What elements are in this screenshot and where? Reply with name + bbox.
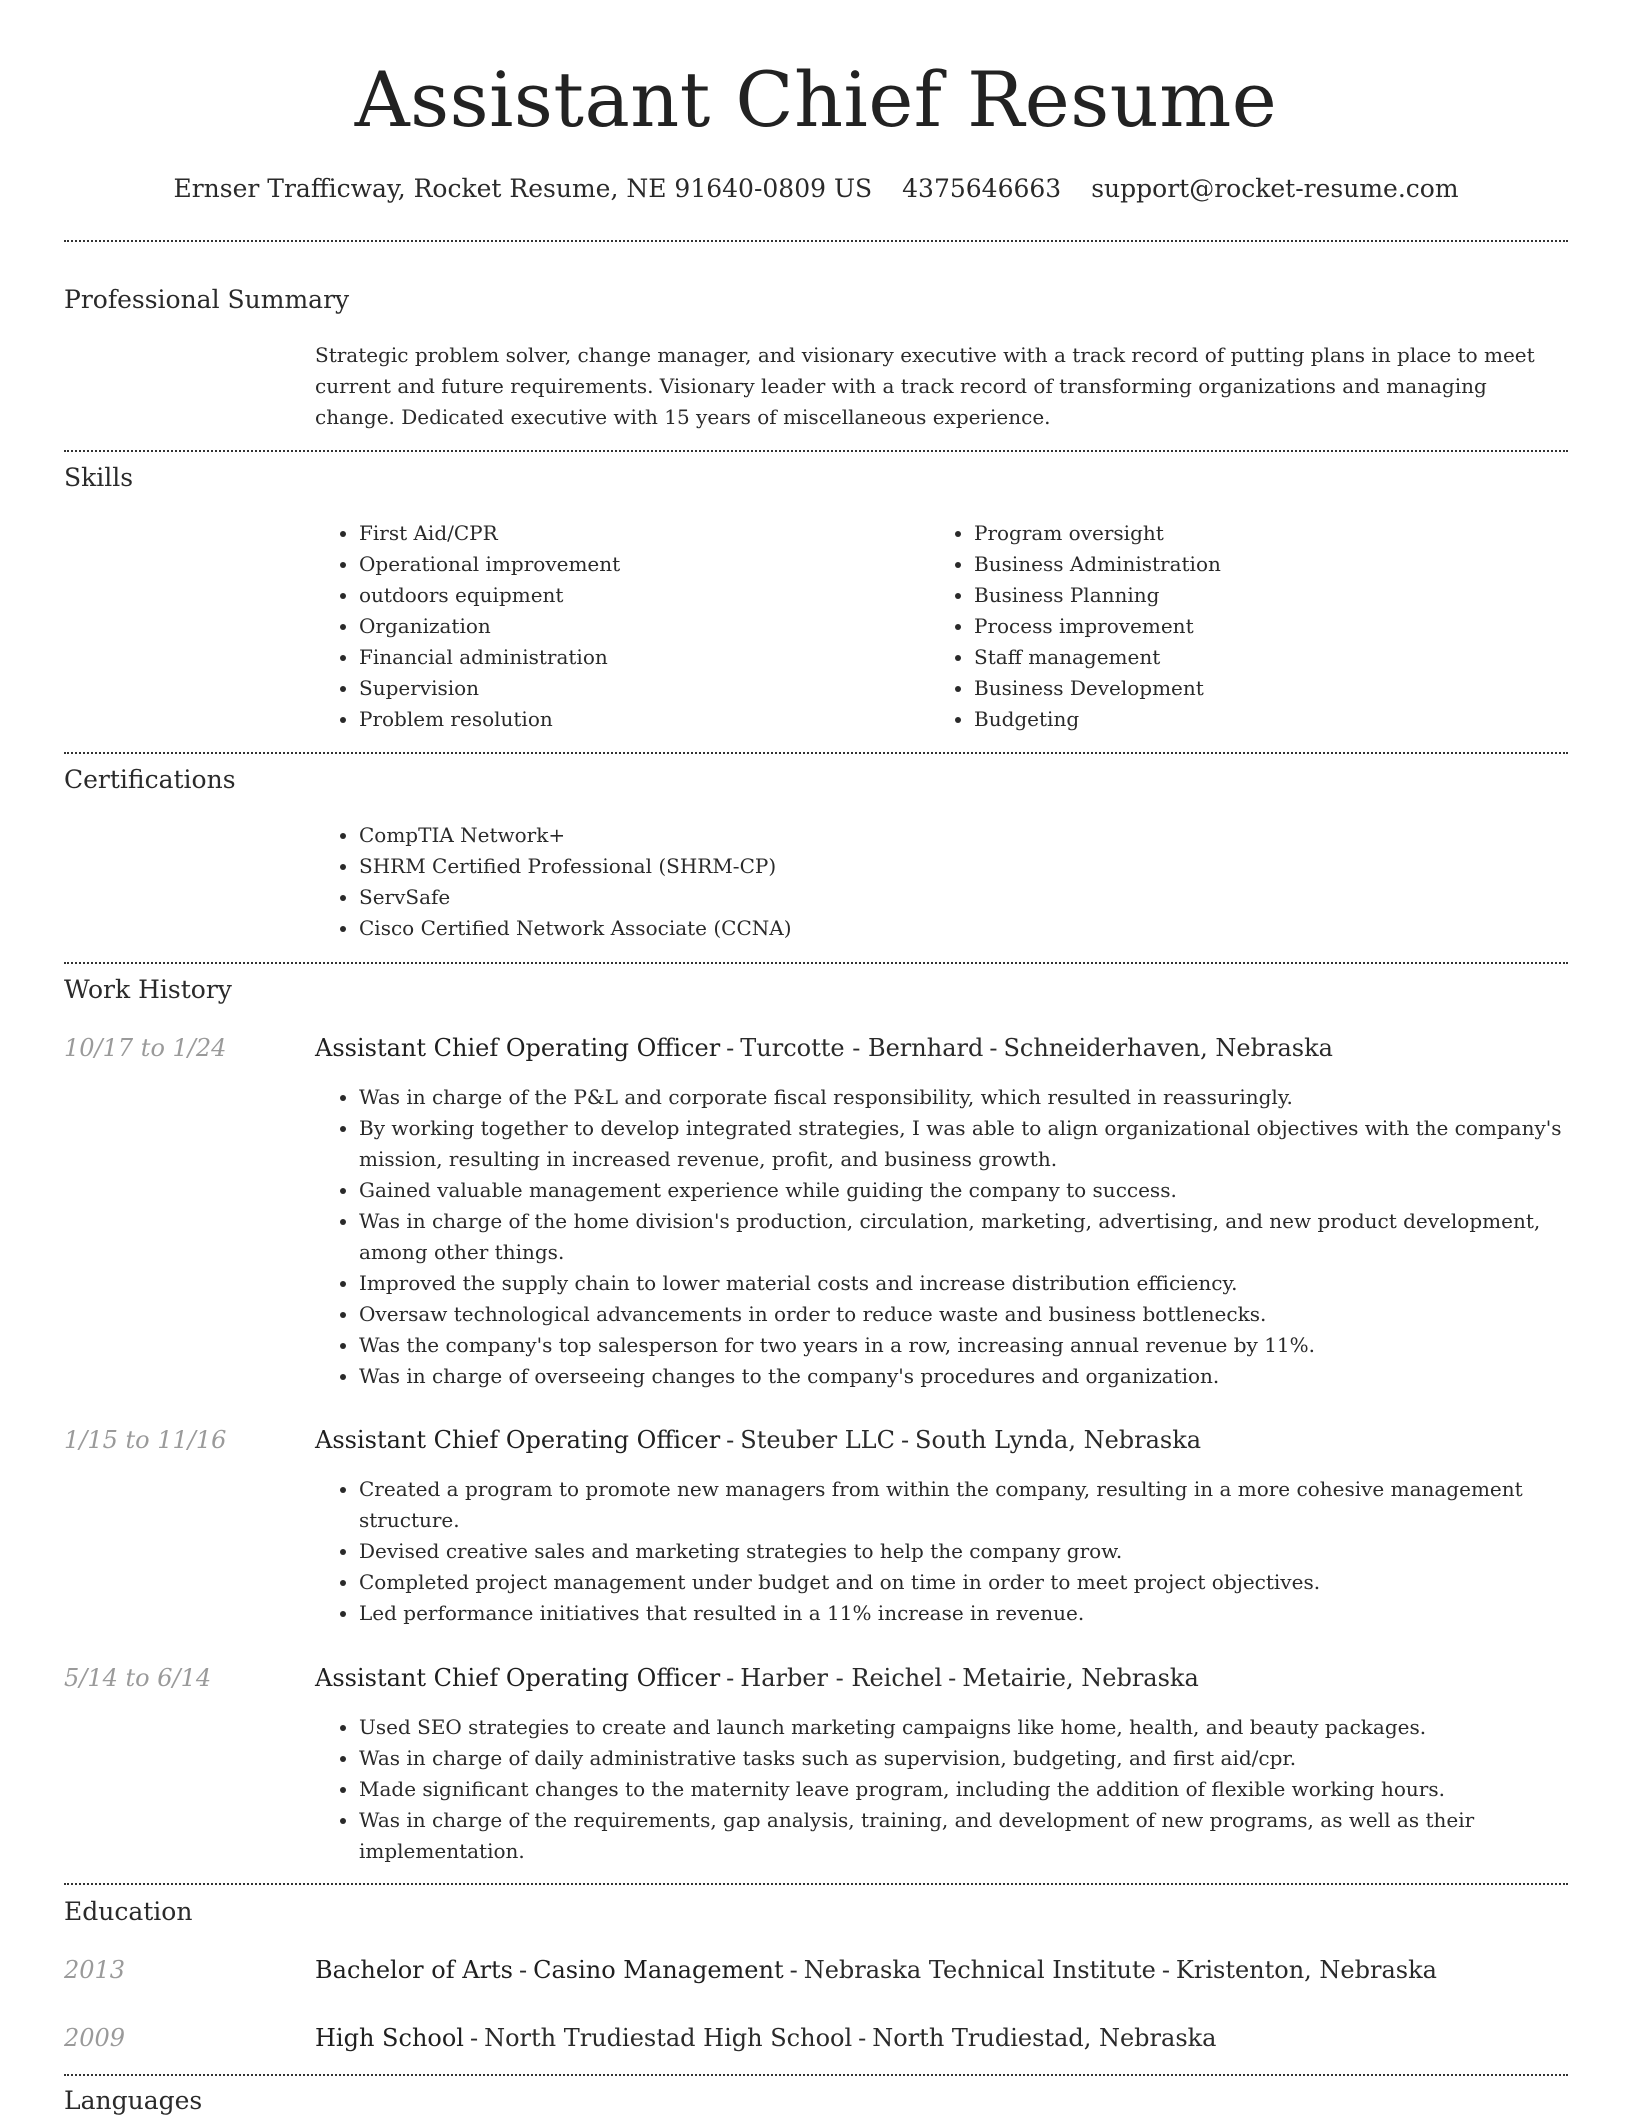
skill-item: • Program oversight [974, 518, 1574, 549]
education-year: 2009 [64, 2024, 126, 2052]
skill-item: • Budgeting [974, 704, 1574, 735]
job-location: South Lynda, Nebraska [915, 1426, 1202, 1454]
job-role: Assistant Chief Operating Officer [315, 1664, 721, 1692]
skills-list-right [930, 518, 1574, 735]
certification-item: • SHRM Certified Professional (SHRM-CP) [359, 851, 1559, 882]
job-bullet: • Used SEO strategies to create and launch marketing campaigns like home, health, and beauty packages. [359, 1712, 1570, 1743]
section-divider [64, 1883, 1568, 1885]
skill-item: • outdoors equipment [359, 580, 919, 611]
job-role: Assistant Chief Operating Officer [315, 1034, 721, 1062]
education-school: Nebraska Technical Institute [803, 1956, 1156, 1984]
education-degree: Bachelor of Arts [315, 1956, 513, 1984]
job-location: Metairie, Nebraska [962, 1664, 1199, 1692]
contact-email[interactable]: support@rocket-resume.com [1091, 174, 1459, 203]
job-company: Turcotte - Bernhard [740, 1034, 984, 1062]
education-year: 2013 [64, 1956, 126, 1984]
job-bullet: • Was in charge of daily administrative tasks such as supervision, budgeting, and first aid/cpr. [359, 1743, 1570, 1774]
education-location: North Trudiestad, Nebraska [872, 2024, 1217, 2052]
job-bullet: • Was in charge of the P&L and corporate fiscal responsibility, which resulted in reassuringly. [359, 1082, 1570, 1113]
certification-item: • CompTIA Network+ [359, 820, 1559, 851]
skill-item: • Business Administration [974, 549, 1574, 580]
job-bullet: • Improved the supply chain to lower material costs and increase distribution efficiency. [359, 1268, 1570, 1299]
contact-address: Ernser Trafficway, Rocket Resume, NE 91640-0809 US [173, 174, 873, 203]
section-divider [64, 240, 1568, 242]
section-divider [64, 2074, 1568, 2076]
job-bullets [315, 1082, 1570, 1392]
job-bullet: • By working together to develop integrated strategies, I was able to align organizational objectives with the company's mission, resulting in increased revenue, profit, and business growth. [359, 1113, 1570, 1175]
resume-title: Assistant Chief Resume [354, 55, 1278, 144]
skill-item: • Financial administration [359, 642, 919, 673]
skill-item: • Supervision [359, 673, 919, 704]
job-bullet: • Made significant changes to the maternity leave program, including the addition of flexible working hours. [359, 1774, 1570, 1805]
work-heading: Work History [64, 975, 232, 1004]
skill-item: • Business Planning [974, 580, 1574, 611]
job-bullet: • Was in charge of the requirements, gap analysis, training, and development of new programs, as well as their implementation. [359, 1805, 1570, 1867]
education-heading: Education [64, 1897, 193, 1926]
education-entry: Bachelor of Arts - Casino Management - Nebraska Technical Institute - Kristenton, Nebraska [315, 1956, 1437, 1984]
contact-line [0, 172, 1632, 206]
job-dates: 1/15 to 11/16 [64, 1426, 227, 1454]
skill-item: • Business Development [974, 673, 1574, 704]
certifications-list [315, 820, 1559, 944]
section-divider [64, 450, 1568, 452]
job-bullet: • Gained valuable management experience while guiding the company to success. [359, 1175, 1570, 1206]
skills-heading: Skills [64, 463, 134, 492]
education-field: Casino Management [533, 1956, 784, 1984]
job-bullet: • Created a program to promote new managers from within the company, resulting in a more cohesive management structure. [359, 1474, 1570, 1536]
skills-list-left [315, 518, 919, 735]
job-bullet: • Led performance initiatives that resulted in a 11% increase in revenue. [359, 1598, 1570, 1629]
job-bullets [315, 1474, 1570, 1629]
skill-item: • Staff management [974, 642, 1574, 673]
job-bullet: • Devised creative sales and marketing strategies to help the company grow. [359, 1536, 1570, 1567]
job-dates: 5/14 to 6/14 [64, 1664, 212, 1692]
job-bullet: • Completed project management under budget and on time in order to meet project objectives. [359, 1567, 1570, 1598]
skill-item: • Operational improvement [359, 549, 919, 580]
job-company: Steuber LLC [740, 1426, 895, 1454]
job-company: Harber - Reichel [740, 1664, 943, 1692]
job-location: Schneiderhaven, Nebraska [1003, 1034, 1333, 1062]
summary-text: Strategic problem solver, change manager, and visionary executive with a track record of putting plans in place to meet current and future requirements. Visionary leader with a track record of transforming organizations and managing change. Dedicated executive with 15 years of miscellaneous experience. [315, 343, 1535, 429]
languages-heading: Languages [64, 2086, 203, 2115]
skill-item: • First Aid/CPR [359, 518, 919, 549]
job-title: Assistant Chief Operating Officer - Harber - Reichel - Metairie, Nebraska [315, 1664, 1199, 1692]
certification-item: • ServSafe [359, 882, 1559, 913]
skill-item: • Problem resolution [359, 704, 919, 735]
education-school: North Trudiestad High School [484, 2024, 853, 2052]
job-title: Assistant Chief Operating Officer - Steuber LLC - South Lynda, Nebraska [315, 1426, 1202, 1454]
job-bullet: • Was in charge of overseeing changes to the company's procedures and organization. [359, 1361, 1570, 1392]
summary-heading: Professional Summary [64, 285, 350, 314]
contact-phone: 4375646663 [902, 174, 1062, 203]
job-dates: 10/17 to 1/24 [64, 1034, 227, 1062]
section-divider [64, 962, 1568, 964]
education-entry: High School - North Trudiestad High School - North Trudiestad, Nebraska [315, 2024, 1217, 2052]
certification-item: • Cisco Certified Network Associate (CCNA) [359, 913, 1559, 944]
job-bullets [315, 1712, 1570, 1867]
job-bullet: • Was in charge of the home division's production, circulation, marketing, advertising, and new product development, among other things. [359, 1206, 1570, 1268]
certifications-heading: Certifications [64, 765, 236, 794]
job-bullet: • Was the company's top salesperson for two years in a row, increasing annual revenue by 11%. [359, 1330, 1570, 1361]
job-bullet: • Oversaw technological advancements in order to reduce waste and business bottlenecks. [359, 1299, 1570, 1330]
education-location: Kristenton, Nebraska [1175, 1956, 1437, 1984]
section-divider [64, 752, 1568, 754]
skill-item: • Process improvement [974, 611, 1574, 642]
job-role: Assistant Chief Operating Officer [315, 1426, 721, 1454]
job-title: Assistant Chief Operating Officer - Turcotte - Bernhard - Schneiderhaven, Nebraska [315, 1034, 1333, 1062]
education-degree: High School [315, 2024, 464, 2052]
skill-item: • Organization [359, 611, 919, 642]
